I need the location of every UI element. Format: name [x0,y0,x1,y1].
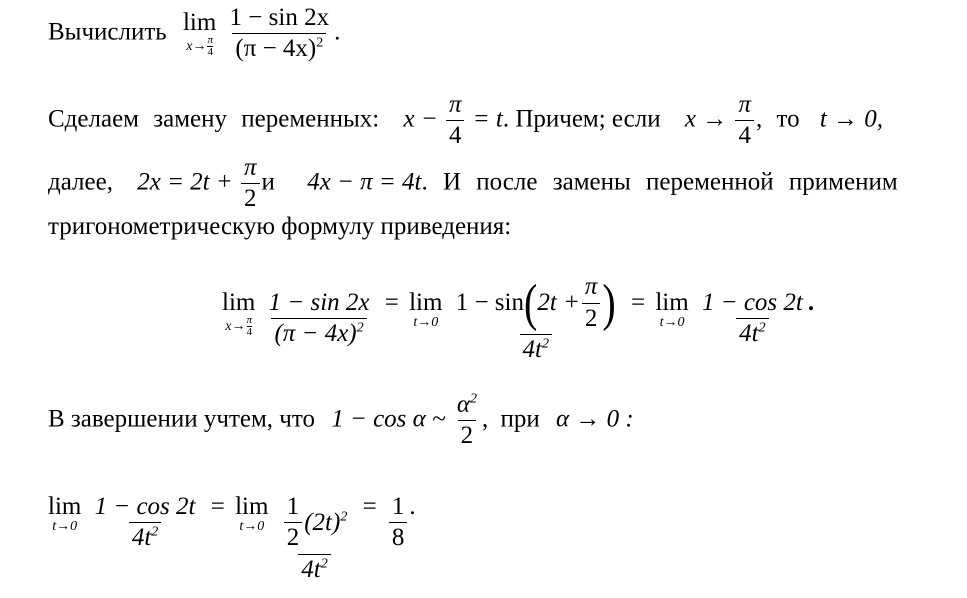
text-zaversh: В завершении учтем, что [48,405,315,433]
two-den-half: 2 [284,522,303,551]
fraction-middle [453,274,619,363]
lim-sub-t-0: t→0 [413,315,439,330]
four-2: 4 [246,326,253,338]
limit-operator [183,10,216,58]
line-task [48,5,340,63]
fraction-pi-2-inner [582,274,601,332]
four-den-b: 4 [735,120,754,149]
equals-1: = [384,289,399,316]
one-minus-sin: 1 − sin [455,289,524,316]
lim-word: lim [182,8,217,36]
x-minus: x − [403,105,438,133]
two-den-alpha: 2 [458,420,477,449]
lim-sub-x-to: x→ [186,38,207,54]
two-t-paren: (2t) [304,508,341,536]
numerator-final-lhs: 1 − cos 2t [94,493,196,520]
two-t-plus: 2t + [537,289,580,316]
square-2t: 2 [340,509,348,525]
line-zaversh [48,392,634,450]
lim-subscript [186,35,213,58]
pi-num-b: π [738,91,751,118]
four-t-b: 4t [739,320,759,348]
line-substitution [48,92,883,150]
numerator-middle [453,274,619,334]
alpha-sq [454,392,480,420]
numerator-final-mid [279,494,351,554]
four-den: 4 [446,120,465,149]
pi-num-c: π [244,154,257,181]
one-num: 1 [286,493,300,520]
fraction-main [227,5,333,63]
two-den-inner: 2 [582,303,601,332]
text-pri: , при [481,405,540,433]
period: . [334,18,341,46]
denominator-final-mid [298,554,330,583]
line-dalee [48,155,898,213]
four-t-d: 4t [301,555,321,583]
four-x-eq: 4x − π = 4t [307,168,422,196]
limit-operator-3 [409,290,442,330]
two-x-eq: 2x = 2t + [137,168,233,196]
t-arrow-0: t → 0, [819,105,884,133]
equals-3: = [210,493,225,520]
fraction-rhs [699,290,806,348]
pi-symbol-2: π [246,314,253,326]
fraction-final-mid [279,494,351,583]
x-arrow: x → [684,105,728,133]
fraction-one-eighth [389,494,408,552]
limit-operator-6 [235,494,268,534]
lim-sub-t-0-b: t→0 [659,315,685,330]
four: 4 [207,45,213,58]
equals-t: = t [472,105,503,133]
lim-word-5: lim [48,493,82,520]
fraction-alpha-sq [454,392,480,450]
pi-num-inner: π [584,273,598,301]
fraction-one-half [284,494,303,552]
equals-4: = [362,493,377,520]
four-t: 4t [522,335,542,363]
lim-word-3: lim [409,289,443,316]
lim-sub-t-0-d: t→0 [239,519,265,534]
numerator-lhs: 1 − sin 2x [268,289,370,316]
denominator [232,33,326,62]
pi-symbol: π [207,33,213,46]
fraction-lhs [266,290,373,348]
two-den: 2 [241,183,260,212]
alpha-arrow-0: α → 0 : [555,405,634,433]
one-num-b: 1 [391,493,405,520]
period-final: . [409,493,416,520]
text-vychislit: Вычислить [48,18,167,46]
denominator-rhs [736,318,768,347]
den-lhs-expr: (π − 4x) [274,320,357,348]
text-i: и [261,168,275,196]
paren-left: ( [523,273,538,332]
denominator-final-lhs [129,522,161,551]
text-prichem: . Причем; если [502,105,661,133]
fraction-pi-4 [446,92,465,150]
denominator-lhs [271,318,366,347]
numerator-rhs: 1 − cos 2t [701,289,803,316]
lim-sub-t-0-c: t→0 [52,519,78,534]
limit-operator-2 [222,290,255,338]
lim-sub-x-to-2: x→ [225,318,246,334]
line-limit-transform [222,272,814,363]
lim-word-4: lim [655,289,689,316]
square: 2 [316,35,324,51]
limit-operator-4 [655,290,688,330]
square-final-2: 2 [320,556,328,572]
lim-word-6: lim [235,493,269,520]
alpha-symbol: α [456,391,470,418]
square-mid: 2 [541,336,549,352]
period-bold: . [807,289,815,316]
two-t-squared [304,510,347,536]
square-lhs: 2 [356,320,364,336]
lim-sub-frac [207,35,213,58]
one-minus-cos-alpha: 1 − cos α ~ [331,405,446,433]
pi-num: π [448,91,462,118]
line-final [48,482,416,583]
numerator: 1 − sin 2x [229,4,330,31]
fraction-pi-4-b [735,92,754,150]
text-to: , то [756,105,800,133]
lim-word-2: lim [222,289,256,316]
square-rhs: 2 [758,320,766,336]
lim-subscript-2 [225,315,252,338]
four-t-c: 4t [131,524,152,552]
equals-2: = [631,289,646,316]
denominator-middle [520,334,552,363]
square-final: 2 [151,524,159,540]
text-sdelaem: Сделаем замену переменных: [48,105,380,133]
text-posle: . И после замены переменной применим [421,168,898,196]
text-trig: тригонометрическую формулу приведения: [48,213,512,240]
paren-right: ) [602,273,616,332]
fraction-final-lhs [92,494,199,552]
line-trig [48,214,511,239]
den-expr: (π − 4x) [235,35,317,63]
fraction-pi-2 [241,155,260,213]
limit-operator-5 [48,494,81,534]
eight-den: 8 [389,522,408,551]
square-alpha: 2 [469,391,477,407]
text-dalee: далее, [48,168,113,196]
lim-sub-frac-2 [247,315,253,338]
